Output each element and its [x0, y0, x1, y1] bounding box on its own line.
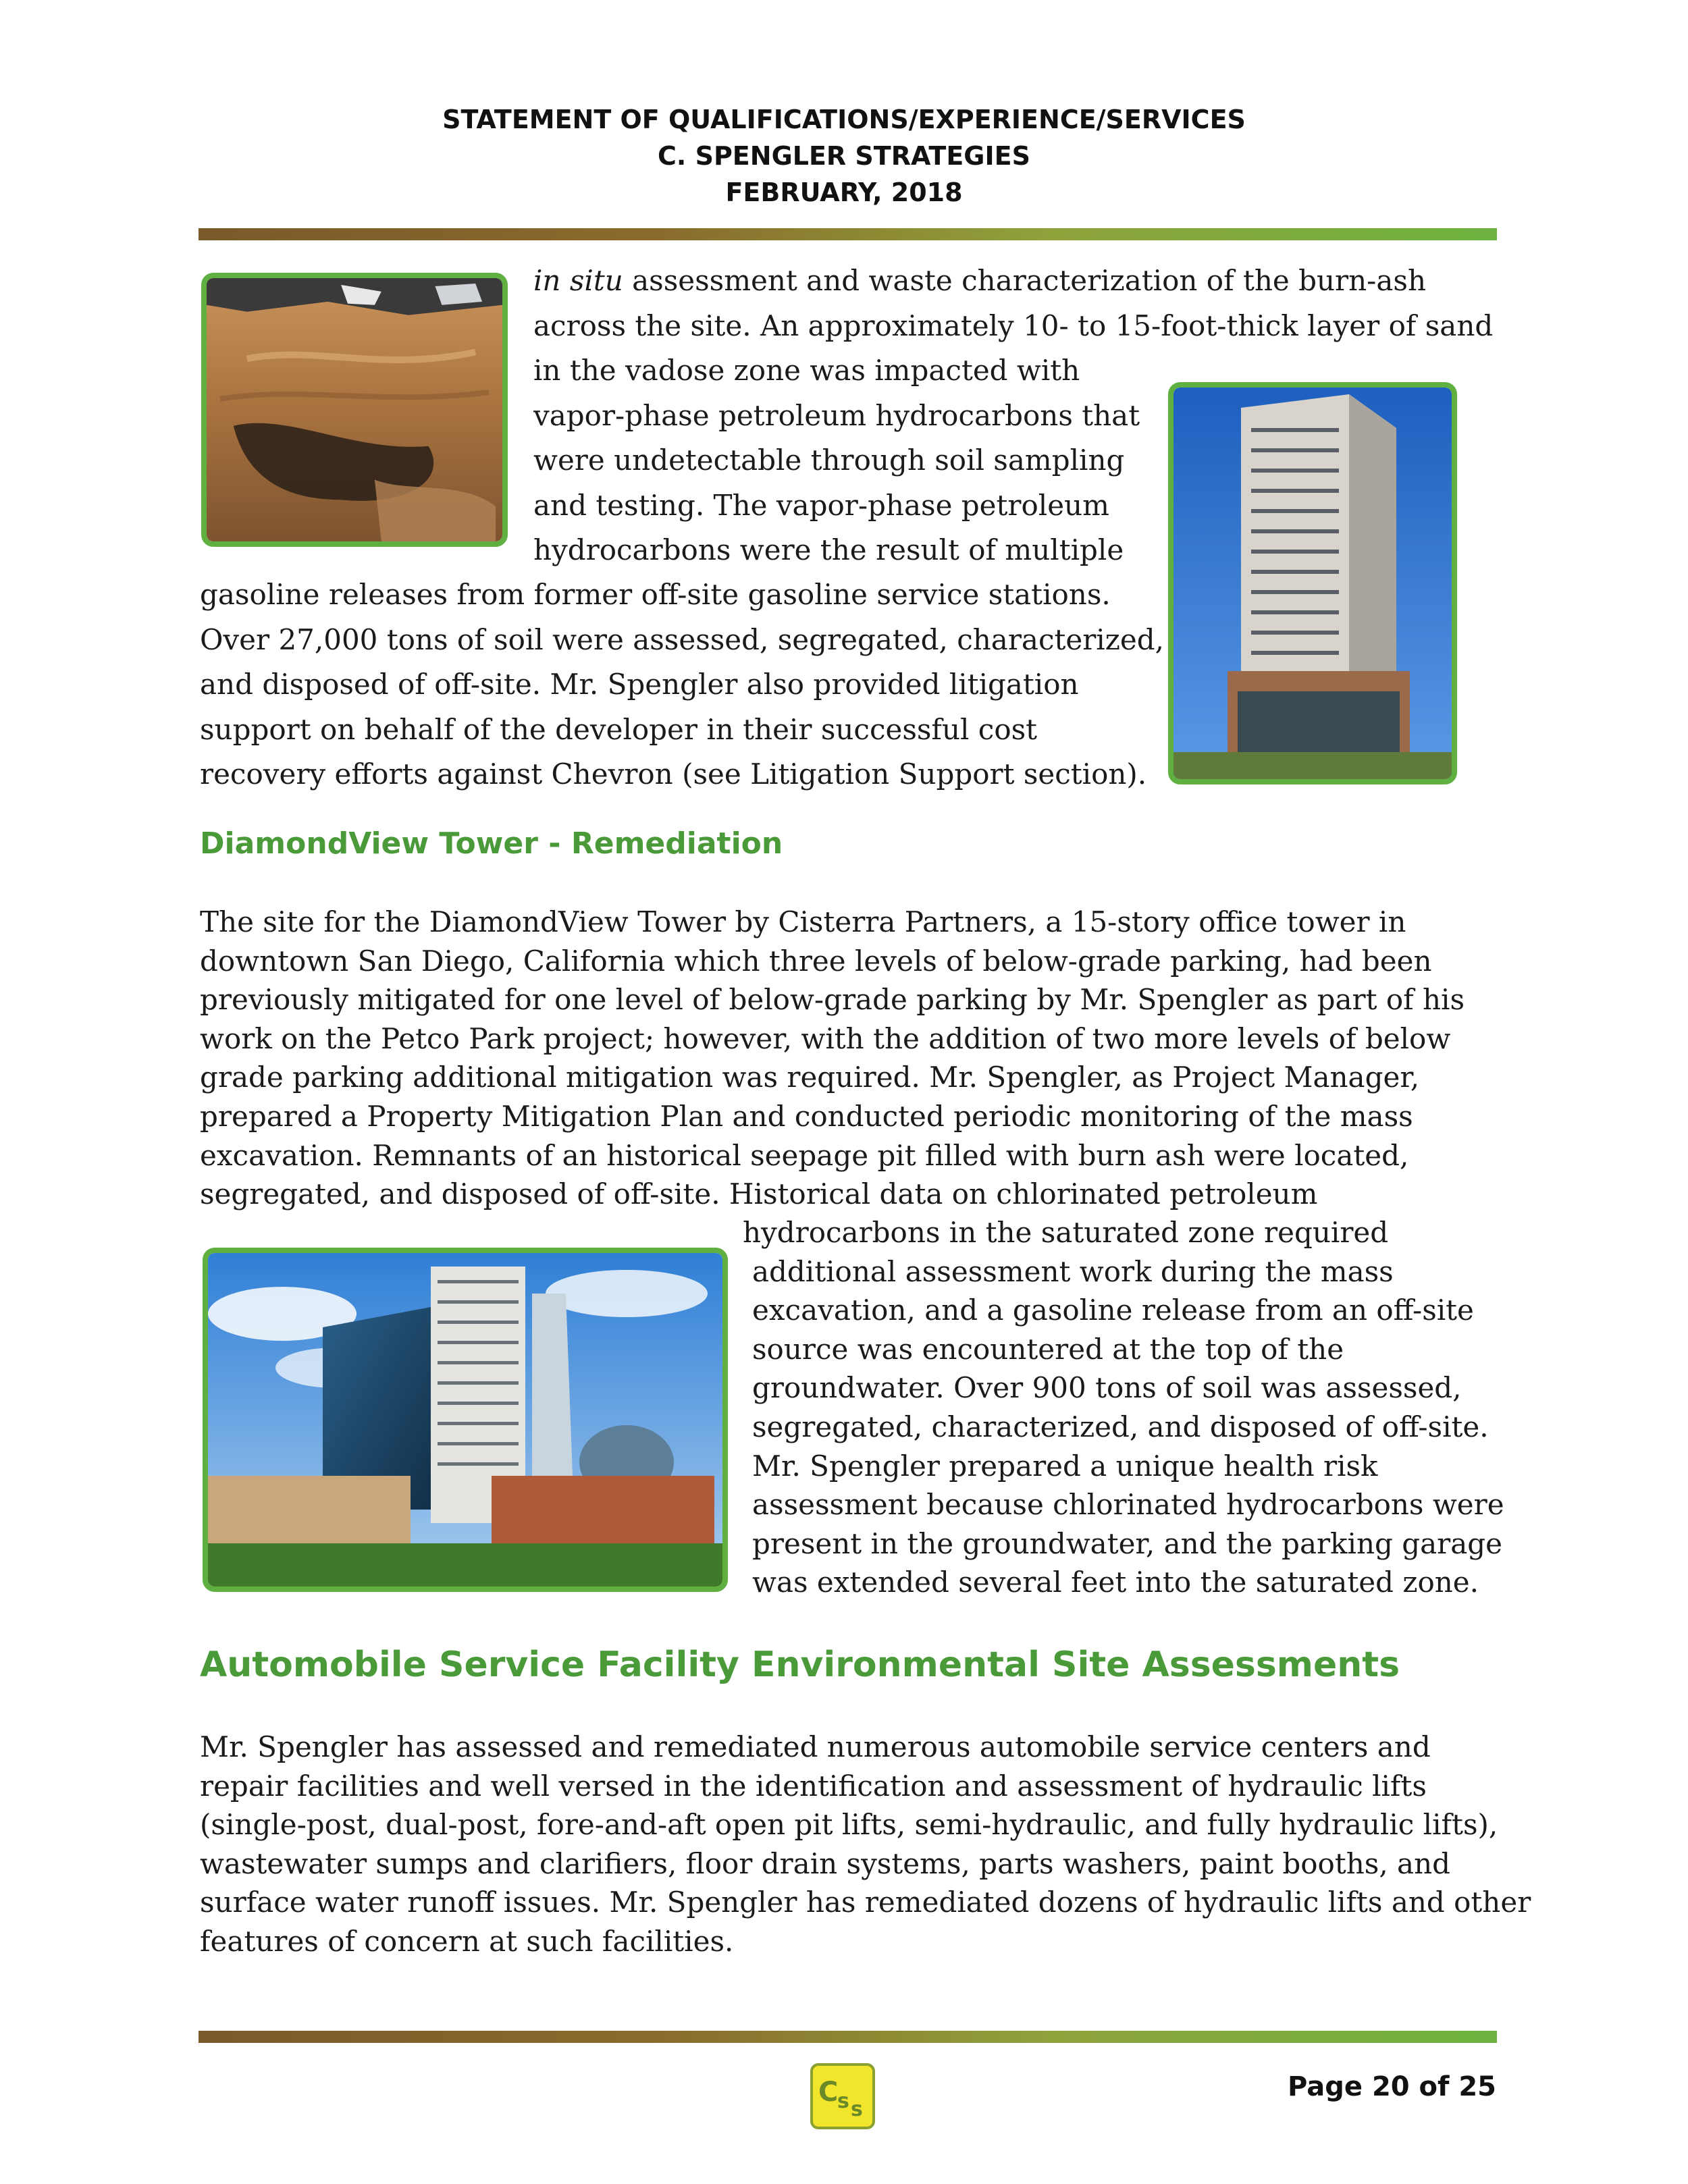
intro-line: gasoline releases from former off-site gasoline service stations. — [200, 578, 1111, 611]
diamondview-line: downtown San Diego, California which three levels of below-grade parking, had been — [200, 944, 1432, 978]
automobile-line: features of concern at such facilities. — [200, 1924, 734, 1958]
diamondview-wrap-line: additional assessment work during the mass — [752, 1254, 1394, 1288]
diamondview-wrap-line: segregated, characterized, and disposed of off-site. — [752, 1410, 1489, 1443]
diamondview-paragraph — [200, 903, 1465, 1214]
diamondview-wrap-line: Mr. Spengler prepared a unique health risk — [752, 1449, 1378, 1483]
page-header — [0, 101, 1688, 211]
diamondview-line: excavation. Remnants of an historical seepage pit filled with burn ash were located, — [200, 1138, 1409, 1172]
intro-line: across the site. An approximately 10- to 15-foot-thick layer of sand — [533, 309, 1494, 342]
automobile-line: Mr. Spengler has assessed and remediated numerous automobile service centers and — [200, 1730, 1431, 1763]
intro-line-1 — [533, 259, 1493, 304]
header-divider — [199, 228, 1497, 240]
intro-line: in the vadose zone was impacted with — [533, 354, 1080, 387]
svg-text:C: C — [818, 2077, 839, 2108]
diamondview-heading: DiamondView Tower - Remediation — [200, 826, 783, 861]
header-title: STATEMENT OF QUALIFICATIONS/EXPERIENCE/SERVICES — [442, 105, 1246, 134]
diamondview-wrap-line: groundwater. Over 900 tons of soil was assessed, — [752, 1371, 1462, 1405]
intro-line: recovery efforts against Chevron (see Litigation Support section). — [200, 757, 1147, 791]
svg-text:s: s — [851, 2098, 863, 2121]
intro-line: and disposed of off-site. Mr. Spengler also provided litigation — [200, 668, 1079, 701]
automobile-line: wastewater sumps and clarifiers, floor drain systems, parts washers, paint booths, and — [200, 1846, 1450, 1880]
soil-excavation-photo — [201, 273, 508, 547]
intro-line: and testing. The vapor-phase petroleum — [533, 488, 1109, 522]
diamondview-line: prepared a Property Mitigation Plan and conducted periodic monitoring of the mass — [200, 1099, 1413, 1133]
diamondview-line: previously mitigated for one level of below-grade parking by Mr. Spengler as part of his — [200, 983, 1465, 1017]
header-date: FEBRUARY, 2018 — [725, 178, 963, 207]
diamondview-wrap-line: excavation, and a gasoline release from an off-site — [752, 1294, 1474, 1327]
intro-line-1-rest: assessment and waste characterization of the burn-ash — [623, 264, 1426, 297]
automobile-line: repair facilities and well versed in the identification and assessment of hydraulic lifts — [200, 1769, 1427, 1803]
intro-paragraph — [533, 259, 1493, 573]
automobile-heading: Automobile Service Facility Environmental Site Assessments — [200, 1645, 1400, 1685]
diamondview-line: work on the Petco Park project; however, with the addition of two more levels of below — [200, 1021, 1451, 1055]
intro-line: Over 27,000 tons of soil were assessed, segregated, characterized, — [200, 622, 1164, 656]
intro-italic-lead: in situ — [533, 264, 623, 297]
intro-line: support on behalf of the developer in their successful cost — [200, 712, 1038, 746]
diamondview-wrap-paragraph — [743, 1213, 1504, 1602]
page-number: Page 20 of 25 — [1288, 2071, 1496, 2102]
diamondview-wrap-line: hydrocarbons in the saturated zone required — [743, 1216, 1389, 1249]
diamondview-wrap-line: source was encountered at the top of the — [752, 1332, 1344, 1366]
automobile-paragraph — [200, 1728, 1531, 1961]
intro-line: were undetectable through soil sampling — [533, 444, 1125, 477]
header-company: C. SPENGLER STRATEGIES — [658, 141, 1030, 171]
diamondview-line: grade parking additional mitigation was required. Mr. Spengler, as Project Manager, — [200, 1061, 1420, 1094]
svg-text:s: s — [837, 2089, 849, 2113]
automobile-line: (single-post, dual-post, fore-and-aft open pit lifts, semi-hydraulic, and fully hydraulic lifts), — [200, 1808, 1498, 1842]
diamondview-line: The site for the DiamondView Tower by Cisterra Partners, a 15-story office tower in — [200, 905, 1406, 938]
diamondview-wrap-line: present in the groundwater, and the parking garage — [752, 1526, 1503, 1560]
diamondview-line: segregated, and disposed of off-site. Historical data on chlorinated petroleum — [200, 1177, 1318, 1211]
css-logo — [810, 2063, 875, 2129]
footer-divider — [199, 2031, 1497, 2043]
diamondview-wrap-line: assessment because chlorinated hydrocarbons were — [752, 1488, 1504, 1522]
intro-line: hydrocarbons were the result of multiple — [533, 533, 1124, 566]
diamondview-tower-photo — [203, 1248, 728, 1592]
intro-line: vapor-phase petroleum hydrocarbons that — [533, 398, 1140, 432]
automobile-line: surface water runoff issues. Mr. Spengler has remediated dozens of hydraulic lifts and other — [200, 1886, 1531, 1919]
intro-paragraph-cont — [200, 572, 1164, 797]
diamondview-wrap-line: was extended several feet into the saturated zone. — [752, 1566, 1479, 1599]
